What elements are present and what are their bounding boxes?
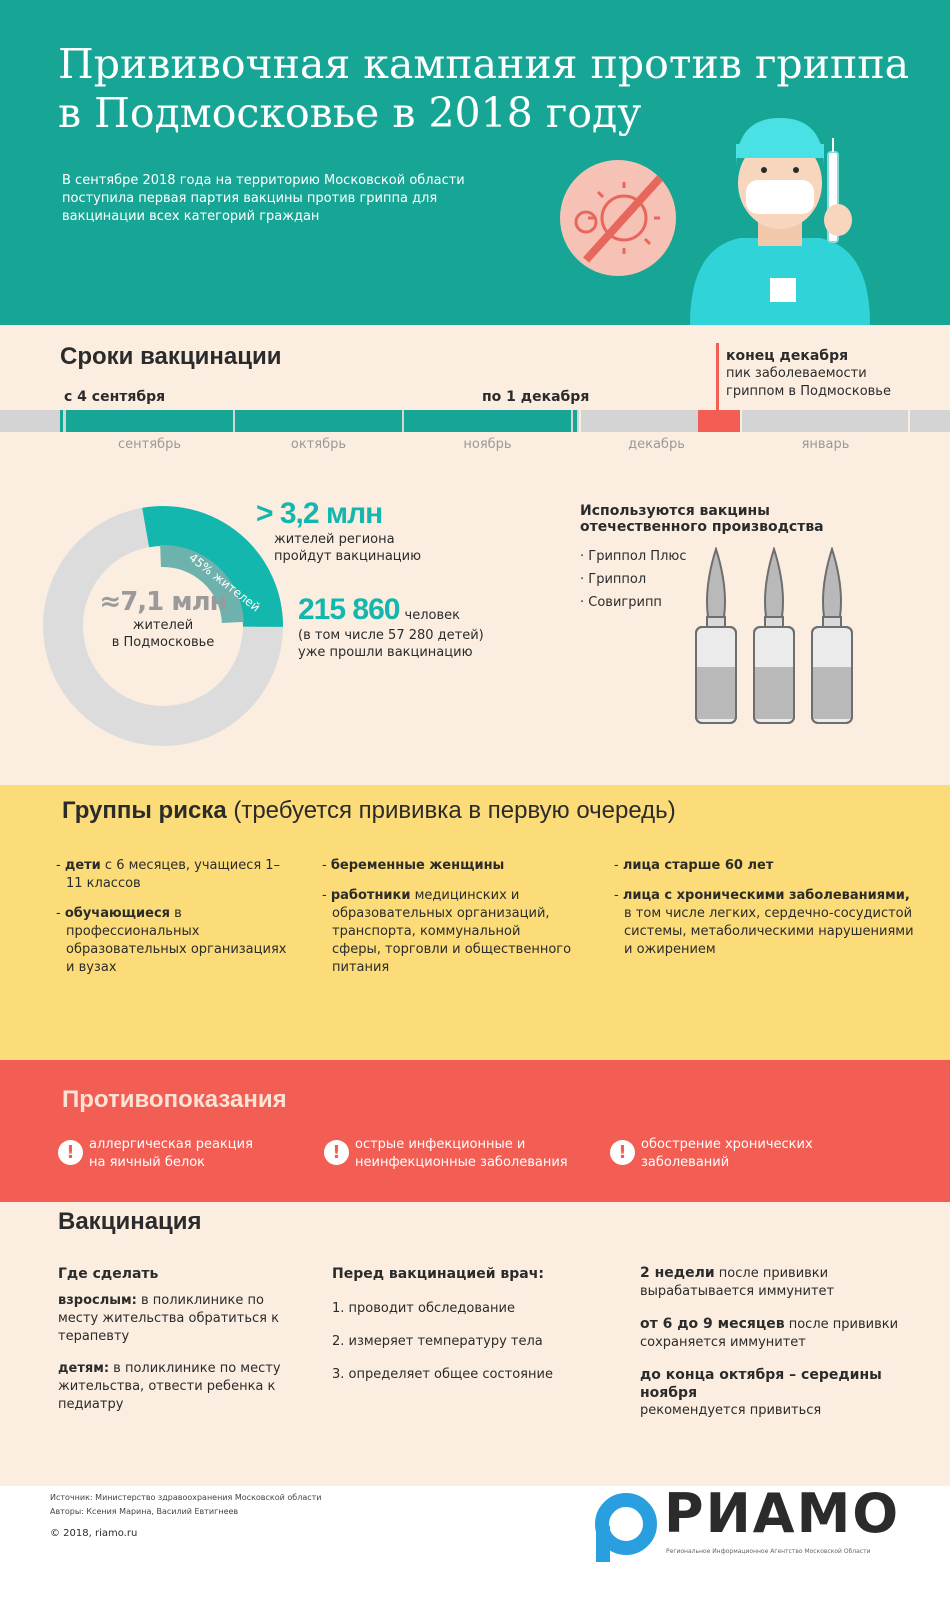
risk-title: Группы риска (требуется прививка в первую очередь) (62, 797, 676, 824)
risk-item: - работники медицинских и образовательных организаций, транспорта, коммунальной сферы, торговли и общественного питания (322, 888, 572, 975)
timeline-divider (740, 410, 742, 432)
doctor-step: 3. определяет общее состояние (332, 1367, 553, 1382)
doctor-steps (332, 1292, 592, 1391)
vaccine-item: · Гриппол (580, 572, 647, 587)
hero-header (0, 0, 950, 325)
timeline-divider (579, 410, 581, 432)
peak-annotation: конец декабря пик заболеваемости гриппом в Подмосковье (726, 348, 891, 399)
contraindications-section (0, 1060, 950, 1202)
timing-title: Сроки вакцинации (60, 343, 282, 370)
month-label: октябрь (290, 437, 347, 452)
doctor-step: 2. измеряет температуру тела (332, 1334, 543, 1349)
month-label: декабрь (628, 437, 685, 452)
timeline-peak-segment (698, 410, 740, 432)
riamo-logo-icon[interactable] (586, 1486, 666, 1566)
ampoule-icon (754, 549, 794, 723)
end-label: по 1 декабря (482, 389, 590, 405)
doctor-step: 1. проводит обследование (332, 1301, 515, 1316)
risk-item: - лица с хроническими заболеваниями, в том числе легких, сердечно-сосудистой системы, метаболическими нарушениями и ожирением (614, 888, 914, 957)
risk-column (614, 857, 914, 971)
footer-credits: Источник: Министерство здравоохранения Московской области Авторы: Ксения Марина, Василий Евтигнеев © 2018, riamo.ru (50, 1493, 322, 1539)
no-virus-icon (556, 160, 686, 280)
risk-item: - дети с 6 месяцев, учащиеся 1–11 классов (56, 858, 281, 891)
contra-item: ! аллергическая реакция на яичный белок (58, 1136, 253, 1172)
timing-section (0, 325, 950, 785)
immunity-info: 2 недели после прививки вырабатывается иммунитет (640, 1265, 835, 1299)
timeline-end-tick (573, 410, 577, 432)
population-stat: ≈7,1 млн жителей в Подмосковье (99, 587, 227, 650)
where-title: Где сделать (58, 1266, 159, 1282)
vaccination-title: Вакцинация (58, 1208, 202, 1235)
immunity-info: от 6 до 9 месяцев после прививки сохраняется иммунитет (640, 1316, 899, 1350)
intro-text: В сентябре 2018 года на территорию Московской области поступила первая партия вакцины против гриппа для вакцинации всех категорий граждан (62, 173, 465, 224)
warning-icon: ! (58, 1140, 83, 1165)
logo-subtitle: Региональное Информационное Агентство Московской Области (666, 1548, 871, 1555)
footer (0, 1482, 950, 1606)
page-title: Прививочная кампания против гриппа в Подмосковье в 2018 году (58, 40, 910, 137)
doctor-illustration (680, 108, 880, 325)
vaccine-item: · Гриппол Плюс (580, 549, 687, 564)
planned-stat: > 3,2 млн жителей региона пройдут вакцинацию (256, 497, 422, 564)
warning-icon: ! (324, 1140, 349, 1165)
where-column (58, 1292, 298, 1428)
riamo-logo-text[interactable]: РИАМО (664, 1482, 901, 1545)
vaccine-item: · Совигрипп (580, 595, 662, 610)
vaccines-block: Используются вакцины отечественного производства · Гриппол Плюс · Гриппол · Совигрипп (580, 503, 824, 614)
vaccination-section (0, 1202, 950, 1486)
immunity-info: до конца октября – середины ноября рекомендуется привиться (640, 1367, 882, 1418)
timeline-divider (908, 410, 910, 432)
share-label: 45% жителей (186, 550, 263, 615)
timeline-segment-november (404, 410, 571, 432)
start-label: с 4 сентября (64, 389, 166, 405)
risk-item: - обучающиеся в профессиональных образовательных организациях и вузах (56, 906, 287, 975)
month-label: ноябрь (463, 437, 512, 452)
ampoule-icon (696, 549, 736, 723)
risk-column (56, 857, 291, 989)
adults-info: взрослым: в поликлинике по месту жительства обратиться к терапевту (58, 1293, 279, 1344)
contra-item: ! острые инфекционные и неинфекционные заболевания (324, 1136, 568, 1172)
timeline-segment-september (66, 410, 233, 432)
risk-item: - лица старше 60 лет (614, 858, 774, 873)
peak-marker-line (716, 343, 719, 411)
risk-section (0, 785, 950, 1060)
kids-info: детям: в поликлинике по месту жительства, отвести ребенка к педиатру (58, 1361, 281, 1412)
risk-column (322, 857, 572, 989)
ampoule-icon (812, 549, 852, 723)
month-label: сентябрь (118, 437, 181, 452)
timeline-segment-october (235, 410, 402, 432)
risk-item: - беременные женщины (322, 858, 505, 873)
timeline-start-tick (60, 410, 63, 432)
contra-item: ! обострение хронических заболеваний (610, 1136, 813, 1172)
warning-icon: ! (610, 1140, 635, 1165)
month-label: январь (801, 437, 850, 452)
done-stat: 215 860 человек (в том числе 57 280 детей) уже прошли вакцинацию (298, 593, 484, 660)
immunity-column (640, 1264, 900, 1434)
ampoules-illustration (692, 547, 862, 727)
contra-title: Противопоказания (62, 1086, 287, 1113)
doctor-title: Перед вакцинацией врач: (332, 1266, 544, 1282)
